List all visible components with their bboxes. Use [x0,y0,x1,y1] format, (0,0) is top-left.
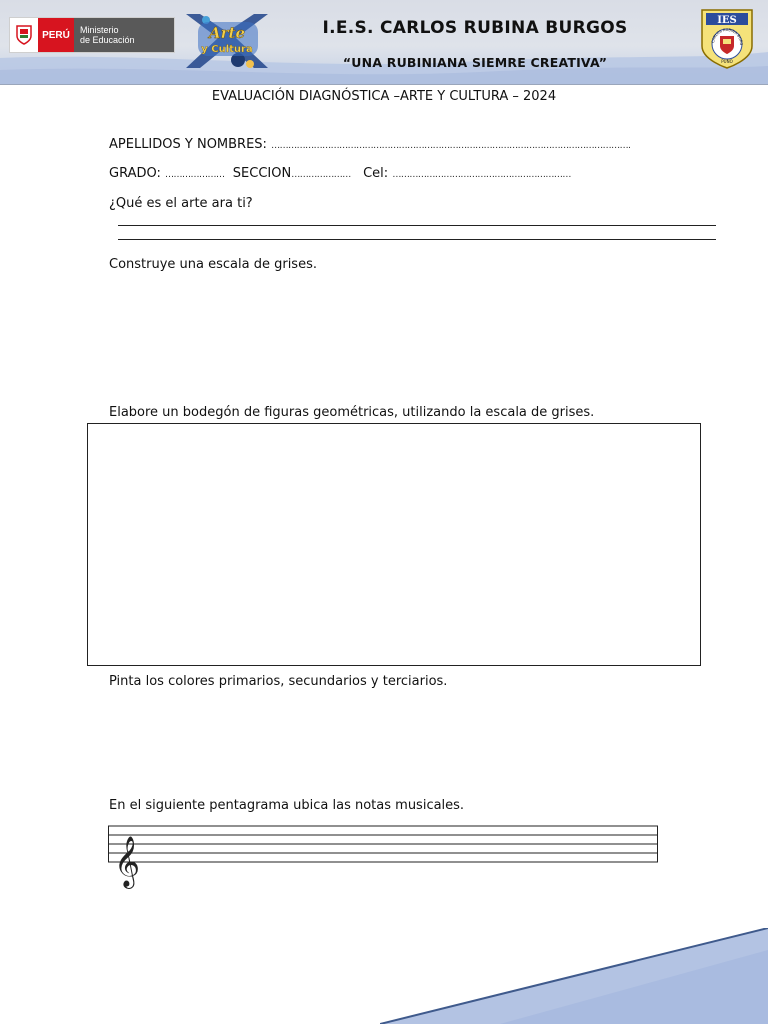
peru-country-label: PERÚ [38,18,74,52]
section-field[interactable]: ………………… [291,170,351,180]
footer-decoration [380,928,768,1024]
ies-logo-ring-text: CARLOS RUBINA BURG [710,27,744,46]
ies-logo-city: PUNO [721,59,733,64]
ies-crest-logo [698,6,756,72]
peru-shield-icon [10,18,38,52]
arte-logo-line2: y Cultura [201,44,253,55]
grade-row [109,166,571,181]
school-name: I.E.S. CARLOS RUBINA BURGOS [322,18,628,38]
question-1: ¿Qué es el arte ara ti? [109,196,253,211]
question-5: En el siguiente pentagrama ubica las notas musicales. [109,798,465,813]
question-2: Construye una escala de grises. [109,257,317,272]
arte-y-cultura-logo [178,8,276,76]
treble-clef-icon: 𝄞 [114,836,141,887]
answer-line-2[interactable] [118,239,716,240]
ministry-line-2: de Educación [80,35,135,45]
names-field[interactable]: ………………………………………………………………………………………………………………. [271,141,631,151]
answer-line-1[interactable] [118,225,716,226]
question-3: Elabore un bodegón de figuras geométricas, utilizando la escala de grises. [109,405,595,420]
names-label: APELLIDOS Y NOMBRES: [109,137,267,152]
arte-logo-line1: Arte [208,24,246,42]
question-4: Pinta los colores primarios, secundarios y terciarios. [109,674,448,689]
school-motto: “UNA RUBINIANA SIEMRE CREATIVA” [342,55,608,70]
ministry-label [74,18,174,52]
ies-logo-acronym: IES [717,15,737,26]
music-staff[interactable] [108,824,658,894]
names-row [109,137,630,152]
grade-label: GRADO: [109,166,161,181]
grade-field[interactable]: ………………… [165,170,225,180]
phone-field[interactable]: ……………………………………………………… [392,170,571,180]
ministry-logo [10,18,174,52]
phone-label: Cel: [363,166,389,181]
drawing-box[interactable] [87,423,701,666]
section-label: SECCION [232,166,292,181]
ministry-line-1: Ministerio [80,25,119,35]
evaluation-title: EVALUACIÓN DIAGNÓSTICA –ARTE Y CULTURA – 2024 [211,89,557,104]
